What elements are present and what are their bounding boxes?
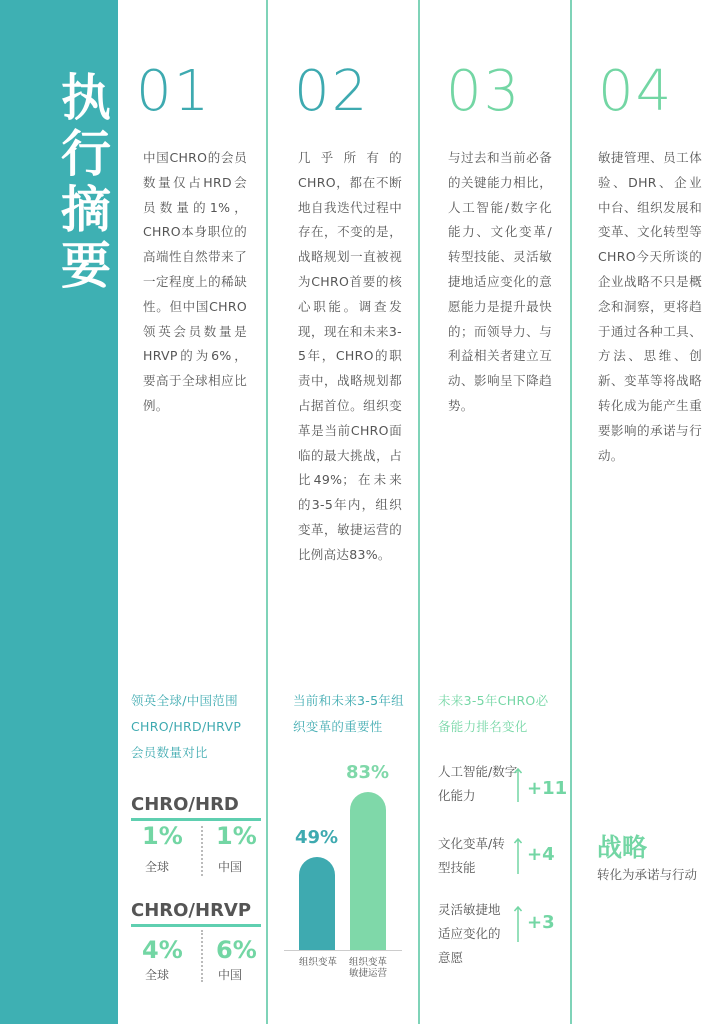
- column-number-02: 02: [294, 59, 370, 124]
- rank-change-value: +4: [527, 844, 555, 865]
- column-divider: [418, 0, 420, 1024]
- column-divider: [570, 0, 572, 1024]
- chart-bar-value: 49%: [295, 827, 339, 848]
- rank-item-label: 人工智能/数字化能力: [438, 764, 518, 803]
- column-number-03: 03: [446, 59, 522, 124]
- chart-baseline: [284, 950, 402, 951]
- stat-global-caption: 全球: [145, 860, 170, 874]
- section1-heading: 领英全球/中国范围CHRO/HRD/HRVP会员数量对比: [131, 693, 242, 760]
- stat-global-value: 4%: [142, 936, 183, 964]
- column-divider: [266, 0, 268, 1024]
- chart-bar: [299, 857, 335, 950]
- stat-underline: [131, 818, 261, 821]
- chart-bar-value: 83%: [346, 762, 390, 783]
- stat-global-caption: 全球: [145, 968, 170, 982]
- arrow-up-icon: [514, 838, 522, 874]
- stat-underline: [131, 924, 261, 927]
- rank-item-label: 文化变革/转型技能: [438, 836, 505, 875]
- column-text-01: 中国CHRO的会员数量仅占HRD会员数量的1%，CHRO本身职位的高端性自然带来了一定程度上的稀缺性。但中国CHRO领英会员数量是HRVP的为6%，要高于全球相应比例。: [143, 150, 247, 413]
- column-text-04: 敏捷管理、员工体验、DHR、企业中台、组织发展和变革、文化转型等CHRO今天所谈的企业战略不只是概念和洞察，更将趋于通过各种工具、方法、思维、创新、变革等将战略转化成为能产生重要影响的承诺与行动。: [598, 150, 702, 463]
- stat-china-caption: 中国: [218, 968, 243, 982]
- strategy-subtext: 转化为承诺与行动: [597, 867, 698, 882]
- stat-divider: [201, 930, 203, 982]
- column-text-03: 与过去和当前必备的关键能力相比，人工智能/数字化能力、文化变革/转型技能、灵活敏捷地适应变化的意愿能力是提升最快的；而领导力、与利益相关者建立互动、影响呈下降趋势。: [448, 150, 552, 413]
- stat-global-value: 1%: [142, 822, 183, 850]
- section3-heading: 未来3-5年CHRO必备能力排名变化: [438, 693, 549, 734]
- arrow-up-icon: [514, 768, 522, 802]
- stat-divider: [201, 826, 203, 876]
- column-number-04: 04: [598, 59, 674, 124]
- stat-china-caption: 中国: [218, 860, 243, 874]
- column-number-01: 01: [136, 59, 212, 124]
- column-text-02: 几乎所有的CHRO，都在不断地自我迭代过程中存在，不变的是，战略规划一直被视为CHRO首要的核心职能。调查发现，现在和未来3-5年，CHRO的职责中，战略规划都占据首位。组织变革是当前CHRO面临的最大挑战，占比49%；在未来的3-5年内，组织变革，敏捷运营的比例高达83%。: [298, 150, 402, 562]
- chart-category-label-line: 敏捷运营: [348, 968, 387, 979]
- chart-bar: [350, 792, 386, 950]
- page-title: 执行摘要: [61, 69, 111, 295]
- stat-group-label: CHRO/HRD: [131, 794, 239, 815]
- rank-change-value: +11: [527, 778, 568, 799]
- chart-category-label: [344, 957, 392, 979]
- rank-item-label: 灵活敏捷地适应变化的意愿: [438, 902, 501, 965]
- chart-category-label: [294, 957, 342, 968]
- stat-group-label: CHRO/HRVP: [131, 900, 252, 921]
- rank-change-value: +3: [527, 912, 555, 933]
- strategy-heading: 战略: [597, 833, 648, 862]
- section2-heading: 当前和未来3-5年组织变革的重要性: [293, 693, 404, 734]
- chart-category-label-line: 组织变革: [298, 957, 337, 968]
- chart-category-label-line: 组织变革: [348, 957, 387, 968]
- stat-china-value: 1%: [216, 822, 257, 850]
- stat-china-value: 6%: [216, 936, 257, 964]
- arrow-up-icon: [514, 906, 522, 942]
